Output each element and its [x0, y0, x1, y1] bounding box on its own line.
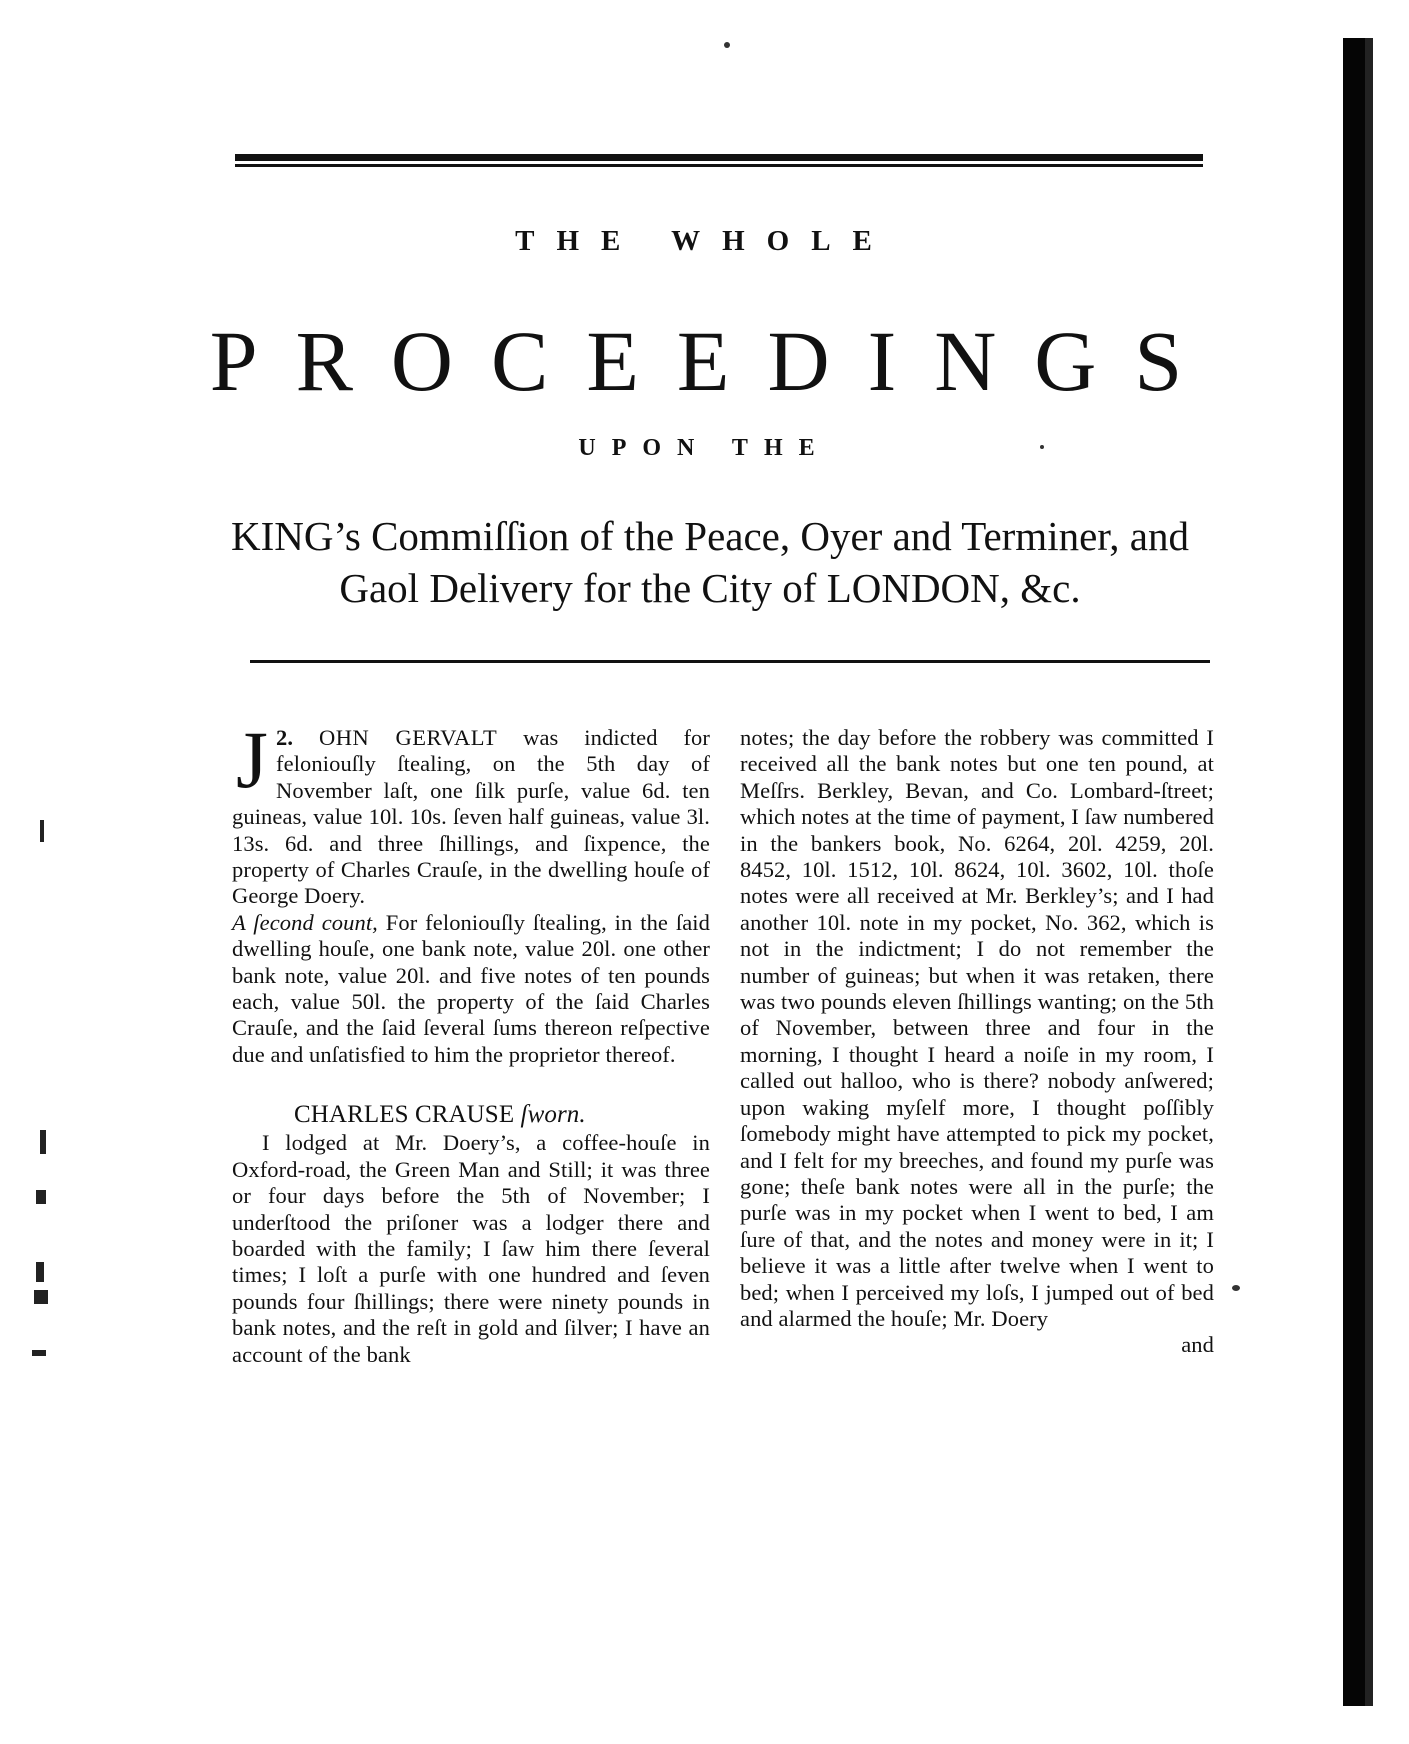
- case-number: 2.: [276, 725, 294, 750]
- witness-sworn: ſworn.: [520, 1101, 586, 1129]
- defendant-name: OHN GERVALT: [318, 725, 498, 750]
- title-proceedings: PROCEEDINGS: [209, 313, 1221, 409]
- second-count-paragraph: [232, 910, 710, 1068]
- right-column: [740, 725, 1214, 1359]
- title-upon-the: UPON THE: [578, 435, 831, 461]
- rule-thick-line: [235, 154, 1203, 161]
- left-column: [232, 714, 710, 1368]
- scan-binding-edge: [1343, 38, 1373, 1706]
- testimony-continued: notes; the day before the robbery was committed I received all the bank notes but one ten pound, at Meſſrs. Berkley, Bevan, and Co. Lombard-ſtreet; which notes at the time of payment, I ſaw numbered in the bankers book, No. 6264, 20l. 4259, 20l. 8452, 10l. 1512, 10l. 8624, 10l. 3602, 10l. thoſe notes were all received at Mr. Berkley’s; and I had another 10l. note in my pocket, No. 362, which is not in the indictment; I do not remember the number of guineas; but when it was retaken, there was two pounds eleven ſhillings wanting; on the 5th of November, between three and four in the morning, I thought I heard a noiſe in my room, I called out halloo, who is there? nobody anſwered; upon waking myſelf more, I thought poſſibly ſomebody might have attempted to pick my pocket, and I felt for my breeches, and found my purſe was gone; theſe bank notes were all in the purſe; the purſe was in my pocket when I went to bed, I am ſure of that, and the notes and money were in it; I believe it was a little after twelve when I went to bed; when I perceived my loſs, I jumped out of bed and alarmed the houſe; Mr. Doery: [740, 725, 1214, 1331]
- scan-mark: [40, 1130, 46, 1154]
- indictment-paragraph: [232, 714, 710, 910]
- scan-mark: [40, 820, 44, 842]
- title-the-whole: THE WHOLE: [515, 225, 894, 257]
- scan-mark: [32, 1350, 46, 1356]
- scan-mark: [36, 1190, 46, 1204]
- indictment-text: was indicted for feloniouſly ſtealing, on the 5th day of November laſt, one ſilk purſe, value 6d. ten guineas, value 10l. 10s. ſeven half guineas, value 3l. 13s. 6d. and three ſhillings, and ſixpence, the property of Charles Crauſe, in the dwelling houſe of George Doery.: [232, 725, 710, 909]
- scan-mark: [34, 1290, 48, 1304]
- scan-speck: [724, 42, 730, 48]
- catchword: and: [1181, 1332, 1214, 1358]
- section-divider: [250, 660, 1210, 663]
- rule-thin-line: [235, 164, 1203, 167]
- second-count-text: For feloniouſly ſtealing, in the ſaid dwelling houſe, one bank note, value 20l. one other bank note, value 20l. and five notes of ten pounds each, value 50l. the property of the ſaid Charles Crauſe, and the ſaid ſeveral ſums thereon reſpective due and unſatisfied to him the proprietor thereof.: [232, 909, 710, 1067]
- drop-cap: J: [236, 714, 269, 805]
- title-commission-line-2: Gaol Delivery for the City of LONDON, &c.: [339, 565, 1081, 611]
- scan-speck: [1232, 1285, 1240, 1291]
- witness-heading: [232, 1100, 710, 1130]
- testimony-paragraph: I lodged at Mr. Doery’s, a coffee-houſe in Oxford-road, the Green Man and Still; it was three or four days before the 5th of November; I underſtood the priſoner was a lodger there and boarded with the family; I ſaw him there ſeveral times; I loſt a purſe with one hundred and ſeven pounds four ſhillings; there were ninety pounds in bank notes, and the reſt in gold and ſilver; I have an account of the bank: [232, 1130, 710, 1367]
- title-commission: [180, 510, 1240, 614]
- title-commission-line-1: KING’s Commiſſion of the Peace, Oyer and Terminer, and: [231, 513, 1189, 559]
- witness-name: CHARLES CRAUSE: [294, 1101, 515, 1129]
- ornamental-rule: [235, 150, 1203, 172]
- scan-mark: [36, 1262, 44, 1282]
- second-count-label: A ſecond count,: [232, 909, 378, 935]
